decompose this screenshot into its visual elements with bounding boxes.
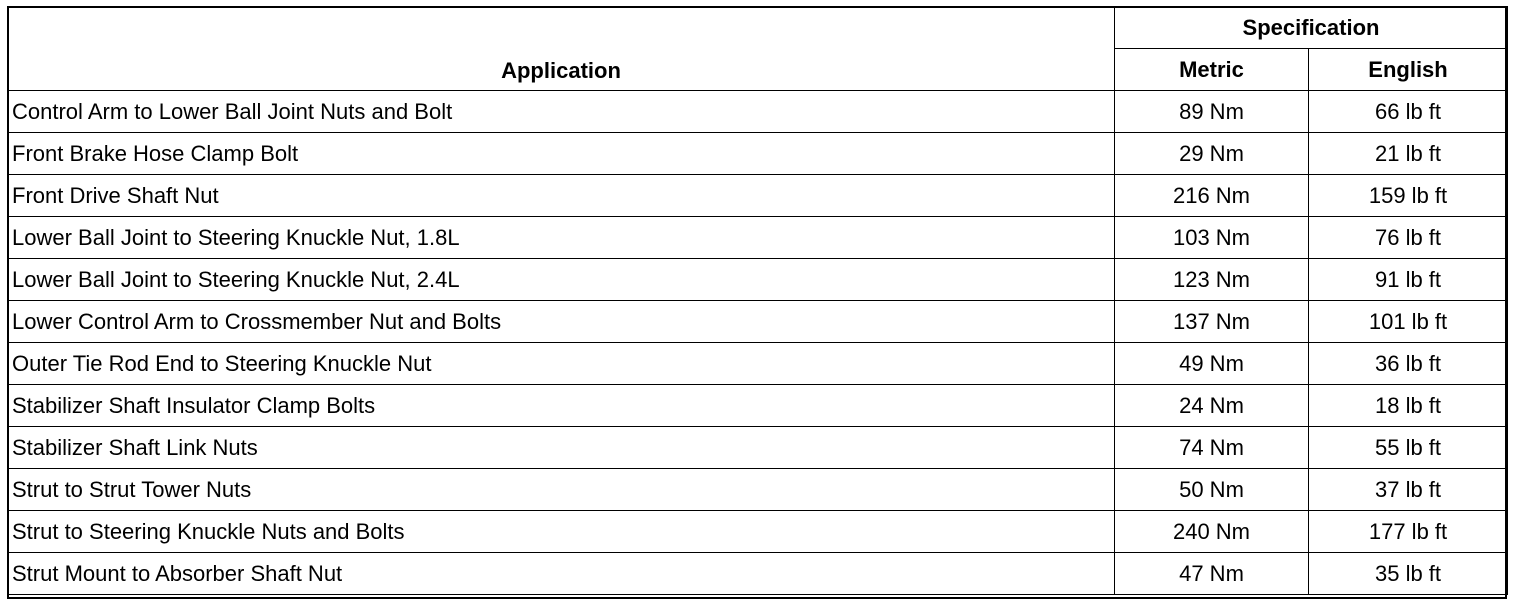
header-row-top [8, 7, 1508, 49]
table-row [8, 427, 1508, 469]
table-row [8, 301, 1508, 343]
metric-header: Metric [1115, 49, 1309, 91]
english-cell: 55 lb ft [1309, 427, 1508, 469]
english-cell: 36 lb ft [1309, 343, 1508, 385]
application-cell: Strut Mount to Absorber Shaft Nut [8, 553, 1115, 595]
table-row [8, 217, 1508, 259]
english-cell: 159 lb ft [1309, 175, 1508, 217]
table-row [8, 91, 1508, 133]
metric-cell: 74 Nm [1115, 427, 1309, 469]
english-cell: 101 lb ft [1309, 301, 1508, 343]
application-cell: Outer Tie Rod End to Steering Knuckle Nut [8, 343, 1115, 385]
metric-cell: 29 Nm [1115, 133, 1309, 175]
specification-header: Specification [1115, 7, 1508, 49]
metric-cell: 50 Nm [1115, 469, 1309, 511]
table-row [8, 511, 1508, 553]
application-cell: Front Drive Shaft Nut [8, 175, 1115, 217]
table-row [8, 133, 1508, 175]
metric-cell: 24 Nm [1115, 385, 1309, 427]
table-row [8, 469, 1508, 511]
english-cell: 35 lb ft [1309, 553, 1508, 595]
application-cell: Strut to Steering Knuckle Nuts and Bolts [8, 511, 1115, 553]
application-cell: Lower Ball Joint to Steering Knuckle Nut, 1.8L [8, 217, 1115, 259]
metric-cell: 47 Nm [1115, 553, 1309, 595]
english-header: English [1309, 49, 1508, 91]
table-row [8, 385, 1508, 427]
english-cell: 177 lb ft [1309, 511, 1508, 553]
table-body [8, 91, 1508, 595]
metric-cell: 123 Nm [1115, 259, 1309, 301]
metric-cell: 49 Nm [1115, 343, 1309, 385]
metric-cell: 89 Nm [1115, 91, 1309, 133]
metric-cell: 137 Nm [1115, 301, 1309, 343]
table-row [8, 259, 1508, 301]
application-cell: Lower Ball Joint to Steering Knuckle Nut, 2.4L [8, 259, 1115, 301]
fastener-spec-table [7, 6, 1508, 595]
english-cell: 18 lb ft [1309, 385, 1508, 427]
metric-cell: 240 Nm [1115, 511, 1309, 553]
application-header: Application [8, 7, 1115, 91]
table-row [8, 175, 1508, 217]
english-cell: 91 lb ft [1309, 259, 1508, 301]
application-cell: Strut to Strut Tower Nuts [8, 469, 1115, 511]
application-cell: Stabilizer Shaft Link Nuts [8, 427, 1115, 469]
english-cell: 76 lb ft [1309, 217, 1508, 259]
metric-cell: 103 Nm [1115, 217, 1309, 259]
english-cell: 66 lb ft [1309, 91, 1508, 133]
application-cell: Lower Control Arm to Crossmember Nut and Bolts [8, 301, 1115, 343]
application-cell: Control Arm to Lower Ball Joint Nuts and Bolt [8, 91, 1115, 133]
english-cell: 37 lb ft [1309, 469, 1508, 511]
metric-cell: 216 Nm [1115, 175, 1309, 217]
english-cell: 21 lb ft [1309, 133, 1508, 175]
application-cell: Front Brake Hose Clamp Bolt [8, 133, 1115, 175]
table-row [8, 343, 1508, 385]
application-cell: Stabilizer Shaft Insulator Clamp Bolts [8, 385, 1115, 427]
table-row [8, 553, 1508, 595]
